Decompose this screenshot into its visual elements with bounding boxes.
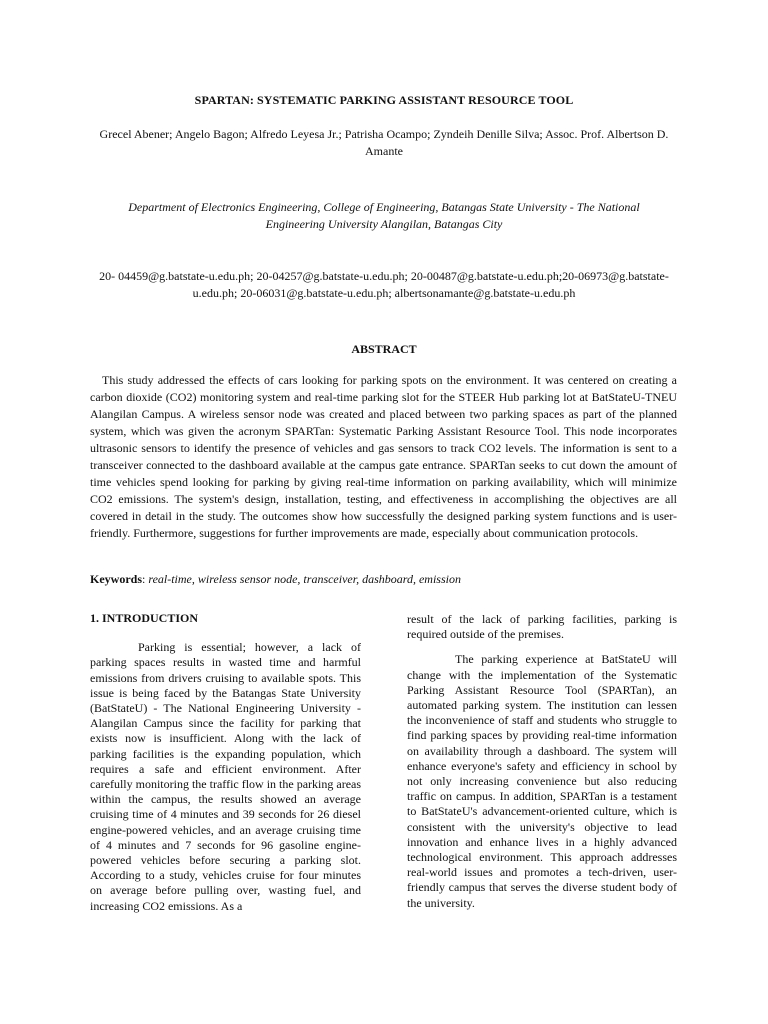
email-list: 20- 04459@g.batstate-u.edu.ph; 20-04257@g.batstate-u.edu.ph; 20-00487@g.batstate-u.edu.ph;20-06973@g.batstate-u.edu.ph; 20-06031@g.batstate-u.edu.ph; albertsonamante@g.batstate-u.edu.ph: [99, 269, 669, 300]
keywords-label: Keywords: [90, 572, 142, 586]
keywords-line: [90, 571, 680, 588]
affiliation: Department of Electronics Engineering, College of Engineering, Batangas State University - The National Engineering University Alangilan, Batangas City: [128, 200, 640, 231]
abstract-text: This study addressed the effects of cars looking for parking spots on the environment. It was centered on creating a carbon dioxide (CO2) monitoring system and real-time parking slot for the STEER Hub parking lot at BatStateU-TNEU Alangilan Campus. A wireless sensor node was created and placed between two parking spaces as part of the planned system, which was given the acronym SPARTan: Systematic Parking Assistant Resource Tool. This node incorporates ultrasonic sensors to identify the presence of vehicles and gas sensors to track CO2 levels. The information is sent to a transceiver connected to the dashboard available at the campus gate entrance. SPARTan seeks to cut down the amount of time vehicles spend looking for parking by giving real-time information on parking availability, which will minimize CO2 emissions. The system's design, installation, testing, and effectiveness in accomplishing the objectives are all covered in detail in the study. The outcomes show how successfully the designed parking system functions and is user-friendly. Furthermore, suggestions for further improvements are made, especially about communication protocols.: [90, 373, 677, 540]
right-column: [407, 612, 677, 911]
paragraph-gap: [407, 642, 677, 652]
left-column: [90, 611, 361, 914]
intro-paragraph-1: Parking is essential; however, a lack of parking spaces results in wasted time and harmful emissions from drivers cruising to available spots. This issue is being faced by the Batangas State University (BatStateU) - The National Engineering University - Alangilan Campus since the facility for parking that exists now is insufficient. Along with the lack of parking facilities is the expanding population, which requires a safe and efficient environment. After carefully monitoring the traffic flow in the parking areas within the campus, the results showed an average cruising time of 4 minutes and 39 seconds for 26 diesel engine-powered vehicles, and an average cruising time of 4 minutes and 7 seconds for 96 gasoline engine-powered vehicles before securing a parking slot. According to a study, vehicles cruise for four minutes on average before pulling over, wasting fuel, and increasing CO2 emissions. As a: [90, 640, 362, 913]
author-list: Grecel Abener; Angelo Bagon; Alfredo Leyesa Jr.; Patrisha Ocampo; Zyndeih Denille Silva; Assoc. Prof. Albertson D. Amante: [99, 127, 669, 158]
keywords-list: real-time, wireless sensor node, transceiver, dashboard, emission: [148, 572, 461, 586]
keywords-separator: :: [142, 572, 149, 586]
intro-paragraph-2: The parking experience at BatStateU will change with the implementation of the Systematic Parking Assistant Resource Tool (SPARTan), an automated parking system. The institution can lessen the inconvenience of staff and students who struggle to find parking spaces by providing real-time information on availability through a dashboard. The system will enhance everyone's safety and efficiency in school by not only increasing convenience but also reducing traffic on campus. In addition, SPARTan is a testament to BatStateU's advancement-oriented culture, which is consistent with the university's objective to lead innovation and enhance lives in a highly advanced technological environment. This approach addresses real-world issues and promotes a tech-driven, user-friendly campus that serves the diverse student body of the university.: [407, 652, 677, 910]
section-heading-introduction: 1. INTRODUCTION: [90, 611, 199, 625]
paper-title: SPARTAN: SYSTEMATIC PARKING ASSISTANT RESOURCE TOOL: [194, 93, 574, 107]
intro-paragraph-1-continued: result of the lack of parking facilities, parking is required outside of the premises.: [407, 612, 677, 642]
abstract-heading: ABSTRACT: [351, 342, 417, 356]
